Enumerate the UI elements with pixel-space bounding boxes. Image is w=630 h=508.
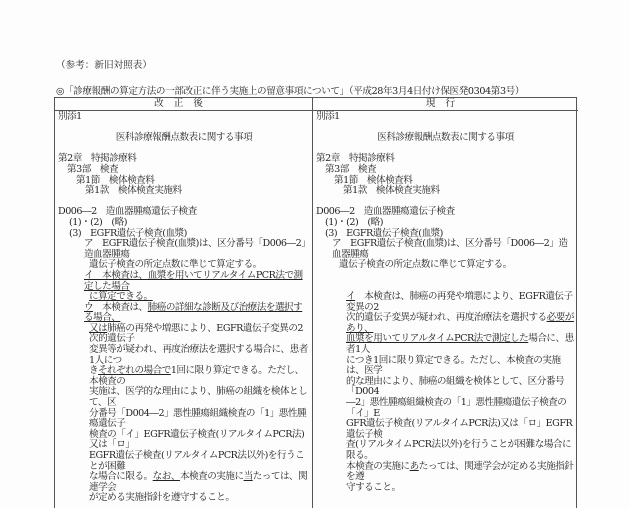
current-column (313, 110, 578, 508)
underlined-text: イ (346, 291, 356, 303)
text: 肺癌の再発や増悪により、EGFR遺伝子変異の2次的遺伝子 (89, 322, 304, 345)
paragraph-line (316, 292, 575, 313)
comparison-table (54, 97, 577, 508)
text: 本検査の実施に (179, 471, 244, 483)
paragraph-line: 遺伝子検査の所定点数に準じて算定する。 (89, 259, 262, 271)
paragraph-line: EGFR遺伝子検査(リアルタイムPCR法以外)を行うことが困難 (89, 450, 305, 472)
text: たっては、関連学会 (89, 471, 308, 493)
section-heading: 医科診療報酬点数表に関する事項 (377, 132, 514, 144)
underlined-text: なお、 (152, 471, 180, 483)
paragraph-line (316, 334, 575, 355)
subsection: 第1款 検体検査実施料 (343, 185, 440, 197)
paragraph-line (58, 271, 310, 292)
paragraph-line: が定める実施指針を遵守すること。 (89, 492, 235, 504)
underlined-text: 当 (243, 471, 253, 483)
underlined-text: ウ (84, 301, 94, 313)
paragraph-line: ア EGFR遺伝子検査(血漿)は、区分番号「D006―2」造血器腫瘍 (332, 238, 568, 260)
sub-item: (3) EGFR遺伝子検査(血漿) (325, 227, 443, 239)
item-title: D006―2 造血器腫瘍遺伝子検査 (58, 206, 197, 218)
paragraph-line: 実施は、医学的な理由により、肺癌の組織を検体として、区 (89, 386, 308, 409)
part: 第3部 検査 (67, 163, 119, 175)
notice-title: ◎「診療報酬の算定方法の一部改正に伴う実施上の留意事項について」（平成28年3月4日付け保医発0304第3号） (56, 86, 525, 97)
chapter: 第2章 特掲診療料 (316, 153, 395, 165)
text: 本検査の実施に (346, 460, 410, 472)
paragraph-line: 遺伝子検査の所定点数に準じて算定する。 (339, 259, 512, 271)
sub-item: (3) EGFR遺伝子検査(血漿) (69, 227, 187, 239)
attachment: 別添1 (316, 111, 340, 122)
text: 本検査は、 (93, 301, 148, 313)
paragraph-line (58, 366, 310, 387)
underlined-text: に算定できる。 (89, 291, 153, 303)
underlined-text: それぞれの場合で (98, 365, 171, 377)
item-title: D006―2 造血器腫瘍遺伝子検査 (316, 206, 455, 218)
attachment: 別添1 (58, 111, 82, 122)
paragraph-line: につき1回に限り算定できる。ただし、本検査の実施は、医学 (346, 354, 561, 377)
paragraph-line: 守すること。 (346, 481, 401, 493)
paragraph-line: 的な理由により、肺癌の組織を検体として、区分番号「D004 (346, 375, 565, 398)
paragraph-line: ―2」悪性腫瘍組織検査の「1」悪性腫瘍遺伝子検査の「イ」E (346, 397, 567, 419)
part: 第3部 検査 (325, 163, 377, 175)
header-current: 現行 (313, 98, 578, 111)
section-heading: 医科診療報酬点数表に関する事項 (115, 132, 253, 144)
text: な場合に限る。 (89, 471, 153, 483)
paragraph-line: 検査の「イ」EGFR遺伝子検査(リアルタイムPCR法)又は「ロ」 (89, 428, 305, 451)
reference-label: （参考：新旧対照表） (56, 60, 152, 71)
text: 場合に、患者1人 (346, 333, 574, 356)
sub-item: (1)・(2) (略) (69, 216, 127, 228)
sub-item: (1)・(2) (略) (325, 216, 383, 228)
chapter: 第2章 特掲診療料 (58, 153, 137, 165)
header-revised: 改正後 (55, 98, 313, 111)
subsection: 第1款 検体検査実施料 (85, 185, 182, 197)
paragraph-line (58, 324, 310, 345)
paragraph-line (58, 472, 310, 493)
paragraph-line: 査(リアルタイムPCR法以外)を行うことが困難な場合に限る。 (346, 439, 572, 461)
paragraph-line: ア EGFR遺伝子検査(血漿)は、区分番号「D006―2」造血器腫瘍 (84, 238, 306, 260)
text: 本検査は、肺癌の再発や増悪により、EGFR遺伝子変異の2 (346, 291, 573, 313)
underlined-text: 又は (89, 322, 108, 334)
text: き (89, 365, 99, 377)
text: たっては、関連学会が定める実施指針を遵 (346, 460, 574, 483)
paragraph-line (58, 303, 310, 324)
underlined-text: イ 本検査は、血漿を用いてリアルタイムPCR法で測定した場合 (84, 269, 303, 292)
paragraph-line: GFR遺伝子検査(リアルタイムPCR法)又は「ロ」EGFR遺伝子検 (346, 418, 573, 440)
paragraph-line (316, 313, 575, 334)
underlined-text: 肺癌の詳細な診断及び治療法を選択する場合、 (84, 301, 303, 324)
underlined-text: 必要があり、 (346, 312, 574, 334)
revised-column (55, 110, 313, 508)
text: 1回に限り算定できる。ただし、本検査の (89, 365, 304, 387)
paragraph-line: 変異等が疑われ、再度治療法を選択する場合に、患者1人につ (89, 344, 308, 366)
section: 第1節 検体検査料 (76, 174, 155, 186)
paragraph-line: 分番号「D004―2」悪性腫瘍組織検査の「1」悪性腫瘍遺伝子 (89, 407, 307, 430)
underlined-text: 血漿を用いてリアルタイムPCR法で測定した (346, 333, 529, 345)
section: 第1節 検体検査料 (334, 174, 413, 186)
text: 次的遺伝子変異が疑われ、再度治療法を選択する (346, 312, 547, 324)
underlined-text: あ (409, 460, 419, 472)
paragraph-line (316, 462, 575, 483)
